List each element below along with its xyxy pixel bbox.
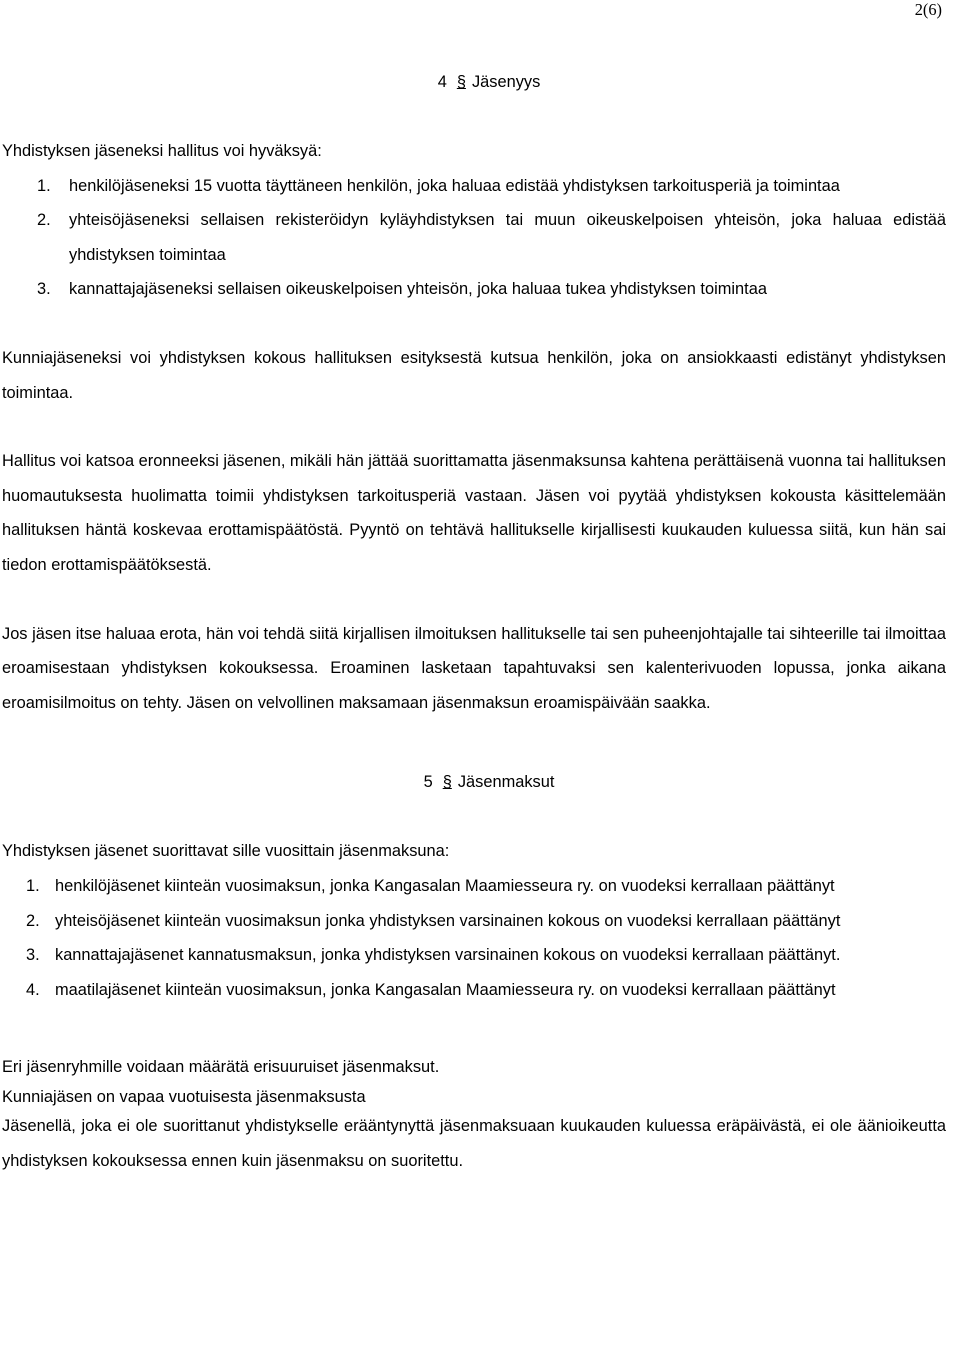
section-symbol: § xyxy=(456,73,466,91)
section-title: Jäsenyys xyxy=(471,73,541,91)
list-item xyxy=(2,169,946,204)
list-item xyxy=(2,938,946,973)
list-item-text: kannattajajäsenet kannatusmaksun, jonka yhdistyksen varsinainen kokous on vuodeksi kerrallaan päättänyt. xyxy=(55,946,841,965)
membership-types-list xyxy=(2,169,946,307)
list-item xyxy=(2,272,946,307)
voting-rights-note: Jäsenellä, joka ei ole suorittanut yhdistykselle erääntynyttä jäsenmaksuaan kuukauden kuluessa eräpäivästä, ei ole äänioikeutta yhdistyksen kokouksessa ennen kuin jäsenmaksu on suoritettu. xyxy=(2,1117,946,1170)
section-title: Jäsenmaksut xyxy=(457,773,555,792)
list-item-text: yhteisöjäseneksi sellaisen rekisteröidyn kyläyhdistyksen tai muun oikeuskelpoisen yhteisön, joka haluaa edistää yhdistyksen toimintaa xyxy=(69,211,946,264)
section-4-heading xyxy=(2,72,946,92)
document-body xyxy=(2,0,946,1178)
list-item-text: yhteisöjäsenet kiinteän vuosimaksun jonka yhdistyksen varsinainen kokous on vuodeksi kerrallaan päättänyt xyxy=(55,911,841,930)
membership-intro: Yhdistyksen jäseneksi hallitus voi hyväksyä: xyxy=(2,142,322,160)
list-item xyxy=(2,904,946,939)
list-marker: 2. xyxy=(26,911,40,930)
list-marker: 1. xyxy=(37,176,51,195)
list-item xyxy=(2,973,946,1008)
page-number: 2(6) xyxy=(914,0,942,19)
honorary-member-paragraph: Kunniajäseneksi voi yhdistyksen kokous hallituksen esityksestä kutsua henkilön, joka on ansiokkaasti edistänyt yhdistyksen toimintaa. xyxy=(2,348,946,402)
list-marker: 1. xyxy=(26,876,40,895)
honorary-fee-note: Kunniajäsen on vapaa vuotuisesta jäsenmaksusta xyxy=(2,1088,366,1107)
section-symbol: § xyxy=(442,773,452,792)
list-marker: 3. xyxy=(37,280,51,299)
list-item xyxy=(2,203,946,272)
fee-groups-note: Eri jäsenryhmille voidaan määrätä erisuuruiset jäsenmaksut. xyxy=(2,1058,440,1077)
fees-list xyxy=(2,869,946,1007)
section-5-heading xyxy=(2,772,946,792)
section-number: 4 xyxy=(437,73,447,91)
list-item xyxy=(2,869,946,904)
list-marker: 4. xyxy=(26,980,40,999)
list-marker: 3. xyxy=(26,946,40,965)
list-marker: 2. xyxy=(37,211,51,230)
list-item-text: henkilöjäsenet kiinteän vuosimaksun, jonka Kangasalan Maamiesseura ry. on vuodeksi kerrallaan päättänyt xyxy=(55,876,835,895)
list-item-text: kannattajajäseneksi sellaisen oikeuskelpoisen yhteisön, joka haluaa tukea yhdistyksen toimintaa xyxy=(69,280,767,299)
removal-paragraph: Hallitus voi katsoa eronneeksi jäsenen, mikäli hän jättää suorittamatta jäsenmaksunsa kahtena perättäisenä vuonna tai hallituksen huomautuksesta huolimatta toimii yhdistyksen tarkoitusperiä vastaan. Jäsen voi pyytää yhdistyksen kokousta käsittelemään hallituksen häntä koskevaa erottamispäätöstä. Pyyntö on tehtävä hallitukselle kirjallisesti kuukauden kuluessa siitä, kun hän sai tiedon erottamispäätöksestä. xyxy=(2,452,946,574)
fees-intro: Yhdistyksen jäsenet suorittavat sille vuosittain jäsenmaksuna: xyxy=(2,842,450,861)
section-number: 5 xyxy=(423,773,433,792)
list-item-text: maatilajäsenet kiinteän vuosimaksun, jonka Kangasalan Maamiesseura ry. on vuodeksi kerrallaan päättänyt xyxy=(55,980,836,999)
list-item-text: henkilöjäseneksi 15 vuotta täyttäneen henkilön, joka haluaa edistää yhdistyksen tarkoitusperiä ja toimintaa xyxy=(69,176,840,195)
resignation-paragraph: Jos jäsen itse haluaa erota, hän voi tehdä siitä kirjallisen ilmoituksen hallitukselle tai sen puheenjohtajalle tai sihteerille tai ilmoittaa eroamisestaan yhdistyksen kokouksessa. Eroaminen lasketaan tapahtuvaksi sen kalenterivuoden lopussa, jonka aikana eroamisilmoitus on tehty. Jäsen on velvollinen maksamaan jäsenmaksun eroamispäivään saakka. xyxy=(2,624,946,712)
